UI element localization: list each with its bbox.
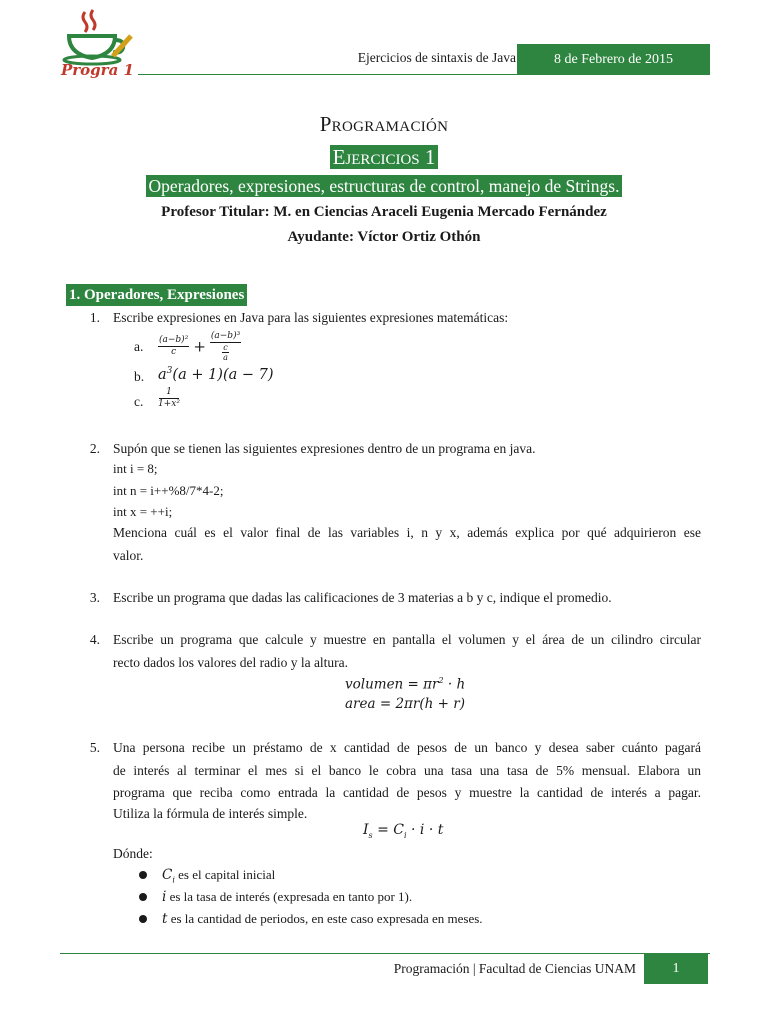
code-line: int i = 8;: [113, 461, 158, 476]
code-line: int x = ++i;: [113, 504, 173, 519]
exercise-4-number: 4.: [89, 632, 100, 647]
donde-label: Dónde:: [113, 846, 153, 861]
formula-area: area = 2πr(h + r): [345, 696, 465, 712]
subtitle-wrap: [0, 145, 768, 169]
exercise-4-line: recto dados los valores del radio y la altura.: [113, 655, 349, 670]
bullet-icon: [139, 871, 147, 879]
bullet-item: $C_i$ es el capital inicial: [162, 867, 276, 885]
item-b-label: b.: [134, 369, 145, 384]
document-subtitle: Ejercicios 1: [330, 145, 439, 169]
exercise-5-number: 5.: [89, 740, 100, 755]
formula-c: [157, 387, 181, 410]
header-course-title: Ejercicios de sintaxis de Java: [357, 50, 516, 65]
exercise-1-text: Escribe expresiones en Java para las siguientes expresiones matemáticas:: [113, 310, 509, 325]
exercise-2-number: 2.: [89, 441, 100, 456]
code-line: int n = i++%8/7*4-2;: [113, 483, 224, 498]
document-title: Programación: [319, 112, 449, 136]
exercise-2-text: Supón que se tienen las siguientes expresiones dentro de un programa en java.: [113, 441, 536, 456]
bullet-text: es la cantidad de periodos, en este caso expresada en meses.: [170, 911, 483, 926]
bullet-item: i es la tasa de interés (expresada en tanto por 1).: [162, 889, 413, 905]
exercise-5-line: programa que reciba como entrada la cantidad de pesos y muestre la cantidad de interés a pagar.: [113, 785, 701, 800]
assistant-line: Ayudante: Víctor Ortiz Othón: [287, 229, 481, 245]
formula-a: $\frac{\text{(a−b)²}}{c}$ + $\frac{\text{(a−b)³}}{\frac{c}{a}}$: [159, 331, 241, 362]
fraction: $\frac{\text{(a−b)²}}{c}$: [159, 335, 189, 357]
document-topic: Operadores, expresiones, estructuras de control, manejo de Strings.: [146, 175, 623, 197]
footer-text: Programación | Facultad de Ciencias UNAM: [393, 961, 636, 976]
fraction: $\frac{\text{(a−b)³}}{\frac{c}{a}}$: [210, 331, 241, 362]
fraction: $\frac{1}{\text{1+x²}}$: [158, 387, 180, 409]
svg-text:Progra 1: Progra 1: [61, 61, 134, 78]
header-divider: [138, 74, 710, 75]
course-logo: [55, 6, 137, 78]
topic-wrap: [0, 175, 768, 197]
bullet-text: es la tasa de interés (expresada en tanto por 1).: [169, 889, 413, 904]
bullet-icon: [139, 893, 147, 901]
formula-volume: volumen = $\pi r^2 \cdot h$: [345, 676, 466, 693]
exercise-4-line: Escribe un programa que calcule y muestre en pantalla el volumen y el área de un cilindro circular: [113, 632, 701, 647]
footer-divider: [60, 953, 710, 954]
professor-line: Profesor Titular: M. en Ciencias Araceli Eugenia Mercado Fernández: [161, 204, 607, 220]
exercise-5-line: de interés al terminar el mes si el banco le cobra una tasa una tasa de 5% mensual. Elabora un: [113, 763, 701, 778]
exercise-3-number: 3.: [89, 590, 100, 605]
item-a-label: a.: [134, 339, 144, 354]
section-heading: 1. Operadores, Expresiones: [66, 284, 247, 306]
formula-interest: $I_s = C_i \cdot i \cdot t$: [363, 822, 444, 840]
page-number: 1: [644, 953, 708, 984]
bullet-text: es el capital inicial: [178, 867, 276, 882]
exercise-2-line: valor.: [113, 548, 144, 563]
exercise-3-text: Escribe un programa que dadas las calificaciones de 3 materias a b y c, indique el promedio.: [113, 590, 612, 605]
item-c-label: c.: [134, 394, 144, 409]
exercise-2-line: Menciona cuál es el valor final de las variables i, n y x, además explica por qué adquirieron ese: [113, 525, 701, 540]
bullet-icon: [139, 915, 147, 923]
exercise-1-number: 1.: [89, 310, 100, 325]
formula-b: $a^3(a + 1)(a - 7)$: [158, 366, 274, 383]
bullet-item: t es la cantidad de periodos, en este caso expresada en meses.: [162, 911, 483, 927]
exercise-5-line: Utiliza la fórmula de interés simple.: [113, 806, 308, 821]
header-date: 8 de Febrero de 2015: [517, 44, 710, 75]
exercise-5-line: Una persona recibe un préstamo de x cantidad de pesos de un banco y desea saber cuánto pagará: [113, 740, 701, 755]
